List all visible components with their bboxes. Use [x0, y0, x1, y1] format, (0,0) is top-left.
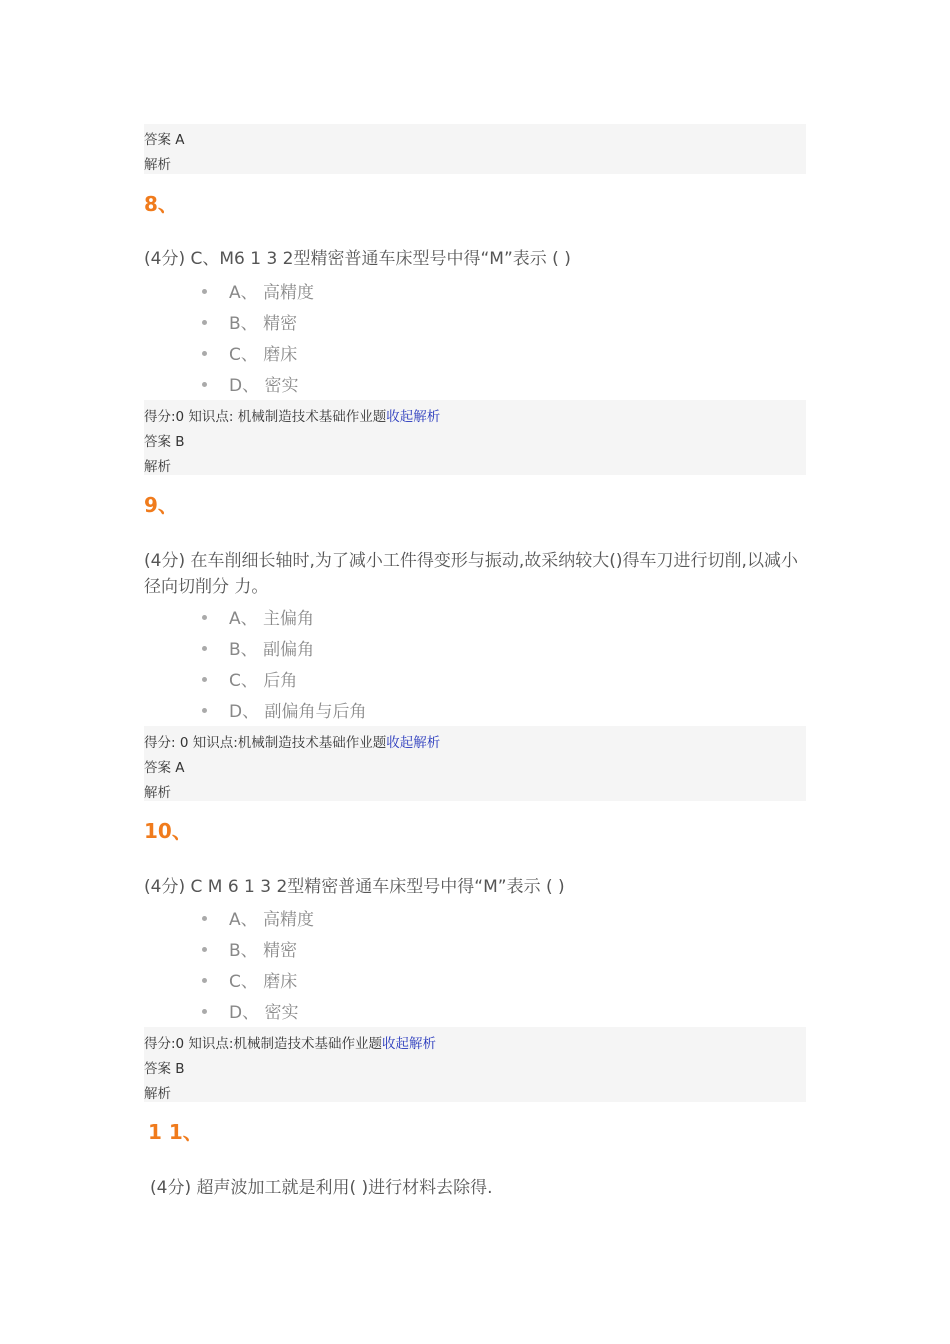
option-item[interactable]: [202, 604, 314, 629]
bullet-icon: [202, 351, 207, 356]
option-item[interactable]: [202, 697, 367, 722]
answer-text: 答案 A: [144, 760, 185, 776]
bullet-icon: [202, 916, 207, 921]
question-text: (4分) C M 6 1 3 2型精密普通车床型号中得“M”表示 ( ): [144, 877, 565, 897]
bullet-icon: [202, 646, 207, 651]
option-label: B、 精密: [229, 314, 298, 334]
option-label: D、 密实: [229, 376, 299, 396]
option-label: C、 磨床: [229, 972, 298, 992]
score-text: 得分: 0 知识点:机械制造技术基础作业题: [144, 735, 387, 751]
option-label: A、 主偏角: [229, 609, 315, 629]
option-label: B、 精密: [229, 941, 298, 961]
option-item[interactable]: [202, 371, 299, 396]
option-item[interactable]: [202, 278, 314, 303]
option-label: D、 副偏角与后角: [229, 702, 367, 722]
option-item[interactable]: [202, 905, 314, 930]
score-line: [144, 405, 440, 425]
collapse-analysis-link[interactable]: 收起解析: [381, 1036, 436, 1052]
question-number: 8、: [144, 192, 178, 216]
option-label: C、 磨床: [229, 345, 298, 365]
bullet-icon: [202, 978, 207, 983]
option-label: A、 高精度: [229, 910, 315, 930]
option-item[interactable]: [202, 967, 297, 992]
answer-panel: [144, 124, 806, 174]
analysis-label: 解析: [144, 157, 171, 173]
question-number: 9、: [144, 493, 178, 517]
question-number: 1 1、: [148, 1120, 203, 1144]
option-label: A、 高精度: [229, 283, 315, 303]
option-label: C、 后角: [229, 671, 298, 691]
answer-text: 答案 B: [144, 434, 185, 450]
bullet-icon: [202, 382, 207, 387]
bullet-icon: [202, 708, 207, 713]
bullet-icon: [202, 1009, 207, 1014]
answer-text: 答案 B: [144, 1061, 185, 1077]
option-label: B、 副偏角: [229, 640, 315, 660]
option-item[interactable]: [202, 998, 299, 1023]
option-item[interactable]: [202, 309, 297, 334]
score-line: [144, 731, 440, 751]
score-text: 得分:0 知识点:机械制造技术基础作业题: [144, 1036, 382, 1052]
bullet-icon: [202, 615, 207, 620]
question-text: (4分) 在车削细长轴时,为了减小工件得变形与振动,故采纳较大()得车刀进行切削,以减小径向切削分 力。: [144, 551, 798, 597]
question-text: (4分) C、M6 1 3 2型精密普通车床型号中得“M”表示 ( ): [144, 249, 571, 269]
question-text: (4分) 超声波加工就是利用( )进行材料去除得.: [150, 1178, 493, 1198]
bullet-icon: [202, 947, 207, 952]
option-item[interactable]: [202, 635, 314, 660]
option-item[interactable]: [202, 666, 297, 691]
bullet-icon: [202, 677, 207, 682]
bullet-icon: [202, 289, 207, 294]
question-number: 10、: [144, 819, 192, 843]
answer-text: 答案 A: [144, 132, 185, 148]
analysis-label: 解析: [144, 785, 171, 801]
collapse-analysis-link[interactable]: 收起解析: [386, 409, 441, 425]
option-label: D、 密实: [229, 1003, 299, 1023]
analysis-label: 解析: [144, 1086, 171, 1102]
option-item[interactable]: [202, 340, 297, 365]
score-line: [144, 1032, 436, 1052]
bullet-icon: [202, 320, 207, 325]
collapse-analysis-link[interactable]: 收起解析: [386, 735, 441, 751]
score-text: 得分:0 知识点: 机械制造技术基础作业题: [144, 409, 387, 425]
analysis-label: 解析: [144, 459, 171, 475]
option-item[interactable]: [202, 936, 297, 961]
